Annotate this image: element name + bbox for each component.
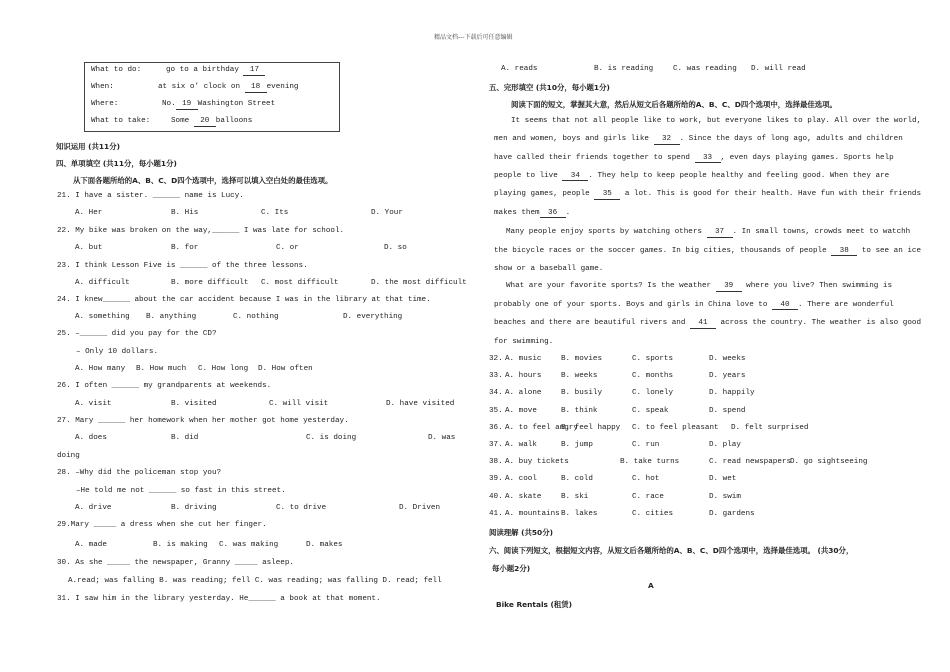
option-b: B. weeks: [561, 372, 598, 381]
option-c: C. or: [276, 244, 299, 252]
blank-number[interactable]: 17: [243, 67, 265, 76]
option-d: D. play: [709, 441, 741, 449]
option-d: D. How often: [258, 365, 313, 373]
option-b: B. more difficult: [171, 279, 249, 287]
option-b: B. How much: [136, 365, 187, 373]
info-value: at six o’ clock on 18 evening: [158, 83, 299, 91]
option-d: D. spend: [709, 406, 746, 415]
option-b: B. is making: [153, 541, 208, 549]
blank-number[interactable]: 40: [772, 302, 798, 311]
question-q30-options: A.read; was falling B. was reading; fell C. was reading; was falling D. read; fell: [68, 577, 442, 585]
option-b: B. take turns: [620, 458, 680, 467]
passage-line: the bicycle races or the soccer games. In big cities, thousands of people 38 to see an ice: [494, 246, 922, 255]
option-a: A. but: [75, 244, 103, 252]
blank-number[interactable]: 35: [594, 191, 620, 200]
option-d: D. the most difficult: [371, 279, 467, 287]
section-heading: 五、完形填空 (共10分，每小题1分): [489, 83, 610, 92]
option-b: B. His: [171, 209, 199, 217]
question-q23: 23. I think Lesson Five is ______ of the three lessons.: [57, 262, 308, 270]
info-value: go to a birthday 17: [166, 66, 265, 76]
option-c: C. was reading: [673, 65, 737, 73]
passage-line: Many people enjoy sports by watching others 37 . In small towns, crowds meet to watchh: [506, 228, 911, 236]
passage-line: playing games, people 35 a lot. This is good for their health. Have fun with their friends: [494, 190, 922, 199]
question-q24: 24. I knew______ about the car accident because I was in the library at that time.: [57, 296, 431, 304]
blank-number[interactable]: 41: [690, 320, 716, 329]
blank-number[interactable]: 20: [194, 118, 216, 127]
passage-line: have called their friends together to spend 33 , even days playing games. Sports help: [494, 153, 894, 162]
option-b: B. cold: [561, 475, 593, 484]
page-header: 精品文档---下载后可任意编辑: [434, 34, 513, 41]
option-b: B. ski: [561, 492, 589, 501]
option-a: A. Her: [75, 209, 103, 217]
blank-number[interactable]: 19: [176, 101, 198, 110]
passage-line: men and women, boys and girls like 32 . Since the days of long ago, adults and children: [494, 135, 903, 144]
option-c: C. Its: [261, 209, 289, 217]
option-a: A. made: [75, 541, 107, 549]
option-d: D. everything: [343, 313, 403, 321]
option-a: A. something: [75, 313, 130, 321]
info-value: No. 19 Washington Street: [162, 100, 276, 108]
option-c: C. read newspapers: [709, 458, 792, 467]
option-c: C. cities: [632, 509, 674, 518]
option-c: C. months: [632, 372, 674, 381]
passage-line: makes them 36 .: [494, 208, 571, 217]
blank-number[interactable]: 37: [707, 229, 733, 238]
option-d: D. Driven: [399, 504, 441, 512]
option-c: C. speak: [632, 406, 669, 415]
option-d: D. weeks: [709, 355, 746, 363]
question-q28-line2: –He told me not ______ so fast in this street.: [76, 487, 286, 495]
option-a: A. buy tickets: [505, 458, 569, 467]
question-q22: 22. My bike was broken on the way,______ I was late for school.: [57, 227, 345, 235]
blank-number[interactable]: 38: [831, 248, 857, 257]
option-d: D. Your: [371, 209, 403, 217]
option-d: D. felt surprised: [731, 423, 809, 432]
option-d: D. happily: [709, 389, 755, 398]
section-heading: 六、阅读下列短文，根据短文内容，从短文后各题所给的A、B、C、D四个选项中，选择最佳选项。 (共30分，: [489, 546, 854, 555]
option-b: B. think: [561, 406, 598, 415]
passage-line: for swimming.: [494, 337, 554, 346]
question-q25: 25. –______ did you pay for the CD?: [57, 330, 217, 338]
cloze-number: 40.: [489, 492, 503, 501]
option-d: D. go sightseeing: [790, 458, 868, 467]
blank-number[interactable]: 39: [716, 283, 742, 292]
option-a: A. hours: [505, 372, 542, 381]
option-b: B. visited: [171, 400, 217, 408]
cloze-number: 36.: [489, 423, 503, 432]
option-c: C. will visit: [269, 400, 329, 408]
option-b: B. movies: [561, 355, 603, 363]
question-q30: 30. As she _____ the newspaper, Granny _____ asleep.: [57, 559, 294, 567]
section-heading: 四、单项填空 (共11分，每小题1分): [56, 159, 177, 168]
section-heading-cont: 每小题2分): [492, 564, 531, 573]
info-value: Some 20 balloons: [171, 117, 253, 125]
passage-line: What are your favorite sports? Is the weather 39 where you live? Then swimming is: [506, 282, 893, 290]
passage-title: Bike Rentals (租赁): [496, 600, 572, 609]
option-c: C. lonely: [632, 389, 674, 398]
option-c: C. is doing: [306, 434, 357, 442]
passage-line: show or a baseball game.: [494, 265, 604, 273]
info-label: Where:: [91, 100, 119, 108]
question-q26: 26. I often ______ my grandparents at weekends.: [57, 382, 272, 390]
option-a: A. music: [505, 355, 542, 363]
option-c: C. nothing: [233, 313, 279, 321]
question-q27: 27. Mary ______ her homework when her mother got home yesterday.: [57, 417, 349, 425]
option-b: B. jump: [561, 441, 593, 449]
section-heading: 知识运用 (共11分): [56, 142, 120, 151]
option-b: B. busily: [561, 389, 603, 398]
blank-number[interactable]: 33: [695, 155, 721, 164]
option-a: A. to feel angry: [505, 423, 578, 432]
option-b: B. did: [171, 434, 199, 442]
blank-number[interactable]: 36: [540, 210, 566, 219]
option-a: A. mountains: [505, 509, 560, 518]
option-b: B. anything: [146, 313, 197, 321]
passage-line: people to live 34 . They help to keep people healthy and feeling good. When they are: [494, 171, 890, 180]
option-a: A. does: [75, 434, 107, 442]
option-a: A. visit: [75, 400, 112, 408]
option-c: C. How long: [198, 365, 249, 373]
question-q28: 28. –Why did the policeman stop you?: [57, 469, 222, 477]
cloze-number: 39.: [489, 475, 503, 484]
option-a: A. walk: [505, 441, 537, 449]
cloze-number: 38.: [489, 458, 503, 467]
option-b: B. feel happy: [561, 423, 621, 432]
option-a: A. reads: [501, 65, 538, 73]
option-b: B. driving: [171, 504, 217, 512]
option-a: A. alone: [505, 389, 542, 398]
option-a: A. How many: [75, 365, 126, 373]
option-c: C. run: [632, 441, 660, 449]
option-d: D. swim: [709, 492, 741, 501]
option-a: A. move: [505, 406, 537, 415]
option-d: D. wet: [709, 475, 737, 484]
instruction: 阅读下面的短文，掌握其大意，然后从短文后各题所给的A、B、C、D四个选项中，选择最佳选项。: [511, 100, 837, 109]
option-b: B. is reading: [594, 65, 654, 73]
option-c: C. race: [632, 492, 664, 501]
question-q29: 29.Mary _____ a dress when she cut her finger.: [57, 521, 267, 529]
option-c: C. to drive: [276, 504, 327, 512]
option-c: C. most difficult: [261, 279, 339, 287]
option-d: D. have visited: [386, 400, 455, 408]
option-d: D. was: [428, 434, 456, 442]
option-c: C. to feel pleasant: [632, 423, 719, 432]
blank-number[interactable]: 18: [245, 84, 267, 93]
info-label: What to do:: [91, 66, 142, 74]
option-c: C. sports: [632, 355, 674, 363]
cloze-number: 41.: [489, 509, 503, 518]
info-label: What to take:: [91, 117, 151, 125]
cloze-number: 35.: [489, 406, 503, 415]
cloze-number: 37.: [489, 441, 503, 449]
question-q31: 31. I saw him in the library yesterday. He______ a book at that moment.: [57, 595, 381, 603]
question-q25-answer: – Only 10 dollars.: [76, 348, 159, 356]
section-heading: 阅读理解 (共50分): [489, 528, 553, 537]
option-d: D. years: [709, 372, 746, 381]
passage-line: beaches and there are beautiful rivers and 41 across the country. The weather is also good: [494, 319, 922, 328]
option-c: C. was making: [219, 541, 279, 549]
info-label: When:: [91, 83, 114, 91]
option-a: A. difficult: [75, 279, 130, 287]
instruction: 从下面各题所给的A、B、C、D四个选项中，选择可以填入空白处的最佳选项。: [73, 176, 333, 185]
blank-number[interactable]: 34: [562, 173, 588, 182]
option-a: A. cool: [505, 475, 537, 484]
blank-number[interactable]: 32: [654, 136, 680, 145]
passage-letter: A: [648, 581, 654, 590]
passage-line: probably one of your sports. Boys and girls in China love to 40 . There are wonderful: [494, 300, 894, 309]
option-b: B. for: [171, 244, 199, 252]
option-d: D. so: [384, 244, 407, 252]
option-b: B. lakes: [561, 509, 598, 518]
cloze-number: 32.: [489, 355, 503, 363]
option-d: D. gardens: [709, 509, 755, 518]
option-c: C. hot: [632, 475, 660, 484]
option-a: A. drive: [75, 504, 112, 512]
question-q21: 21. I have a sister. ______ name is Lucy.: [57, 192, 244, 200]
option-d: D. makes: [306, 541, 343, 549]
option-a: A. skate: [505, 492, 542, 501]
passage-line: It seems that not all people like to work, but everyone likes to play. All over the world,: [511, 117, 922, 125]
cloze-number: 33.: [489, 372, 503, 381]
cloze-number: 34.: [489, 389, 503, 398]
option-d-cont: doing: [57, 452, 80, 460]
option-d: D. will read: [751, 65, 806, 73]
